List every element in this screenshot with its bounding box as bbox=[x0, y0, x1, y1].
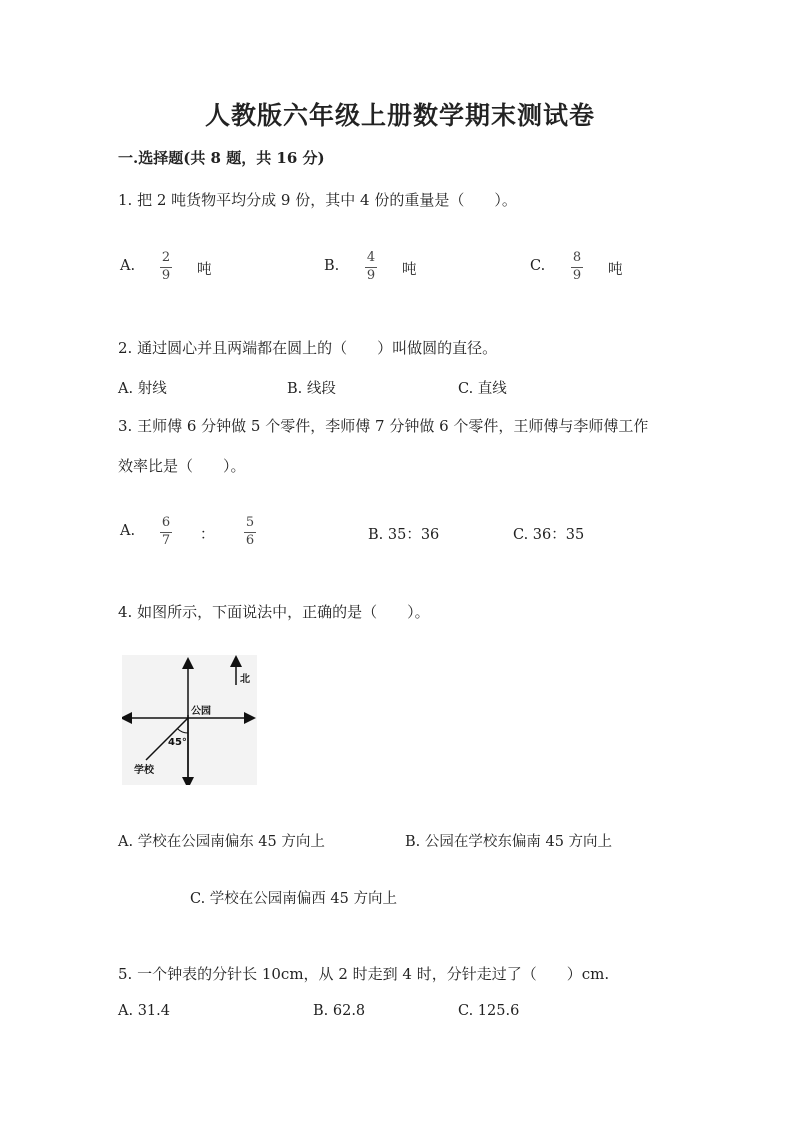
fraction-denominator: 9 bbox=[572, 268, 582, 283]
question-5-text: 5. 一个钟表的分针长 10cm，从 2 时走到 4 时，分针走过了（ ）cm. bbox=[118, 965, 610, 983]
question-5-option-a: A. 31.4 bbox=[118, 1003, 170, 1019]
direction-diagram bbox=[122, 655, 257, 785]
question-1-text: 1. 把 2 吨货物平均分成 9 份，其中 4 份的重量是（ ）。 bbox=[118, 191, 517, 209]
fraction bbox=[571, 251, 583, 283]
fraction-denominator: 9 bbox=[161, 268, 171, 283]
angle-arc bbox=[177, 729, 188, 733]
question-3-option-b: B. 35：36 bbox=[368, 527, 440, 543]
school-label: 学校 bbox=[134, 765, 154, 776]
question-2-option-c: C. 直线 bbox=[458, 381, 507, 397]
option-label: C. bbox=[530, 258, 546, 274]
fraction-numerator: 6 bbox=[161, 515, 171, 530]
north-label: 北 bbox=[240, 674, 250, 685]
angle-label: 45° bbox=[168, 737, 187, 748]
direction-diagram-svg bbox=[122, 655, 257, 785]
fraction bbox=[244, 516, 256, 548]
ratio-colon: ： bbox=[200, 527, 215, 543]
question-4-text: 4. 如图所示，下面说法中，正确的是（ ）。 bbox=[118, 603, 430, 621]
question-3-text-line2: 效率比是（ ）。 bbox=[118, 457, 246, 475]
option-unit: 吨 bbox=[608, 262, 623, 278]
fraction bbox=[160, 251, 172, 283]
park-label: 公园 bbox=[191, 706, 211, 717]
fraction-denominator: 7 bbox=[161, 533, 171, 548]
page-title: 人教版六年级上册数学期末测试卷 bbox=[204, 101, 595, 130]
question-2-option-a: A. 射线 bbox=[118, 381, 167, 397]
option-unit: 吨 bbox=[197, 262, 212, 278]
fraction-numerator: 2 bbox=[161, 250, 171, 265]
fraction-denominator: 6 bbox=[245, 533, 255, 548]
question-4-option-c: C. 学校在公园南偏西 45 方向上 bbox=[190, 891, 397, 907]
question-5-option-b: B. 62.8 bbox=[313, 1003, 366, 1019]
question-3-option-c: C. 36：35 bbox=[513, 527, 585, 543]
option-label: B. bbox=[324, 258, 340, 274]
option-label: A. bbox=[120, 523, 136, 539]
option-unit: 吨 bbox=[402, 262, 417, 278]
question-2-text: 2. 通过圆心并且两端都在圆上的（ ）叫做圆的直径。 bbox=[118, 339, 498, 357]
fraction-numerator: 8 bbox=[572, 250, 582, 265]
question-5-option-c: C. 125.6 bbox=[458, 1003, 520, 1019]
option-label: A. bbox=[120, 258, 136, 274]
fraction-denominator: 9 bbox=[366, 268, 376, 283]
question-4-option-a: A. 学校在公园南偏东 45 方向上 bbox=[118, 834, 325, 850]
question-4-option-b: B. 公园在学校东偏南 45 方向上 bbox=[405, 834, 613, 850]
section-heading: 一.选择题(共 8 题，共 16 分) bbox=[118, 149, 325, 167]
fraction-numerator: 5 bbox=[245, 515, 255, 530]
question-2-option-b: B. 线段 bbox=[287, 381, 336, 397]
fraction-numerator: 4 bbox=[366, 250, 376, 265]
fraction bbox=[365, 251, 377, 283]
fraction bbox=[160, 516, 172, 548]
question-3-text-line1: 3. 王师傅 6 分钟做 5 个零件，李师傅 7 分钟做 6 个零件，王师傅与李师傅工作 bbox=[118, 417, 649, 435]
